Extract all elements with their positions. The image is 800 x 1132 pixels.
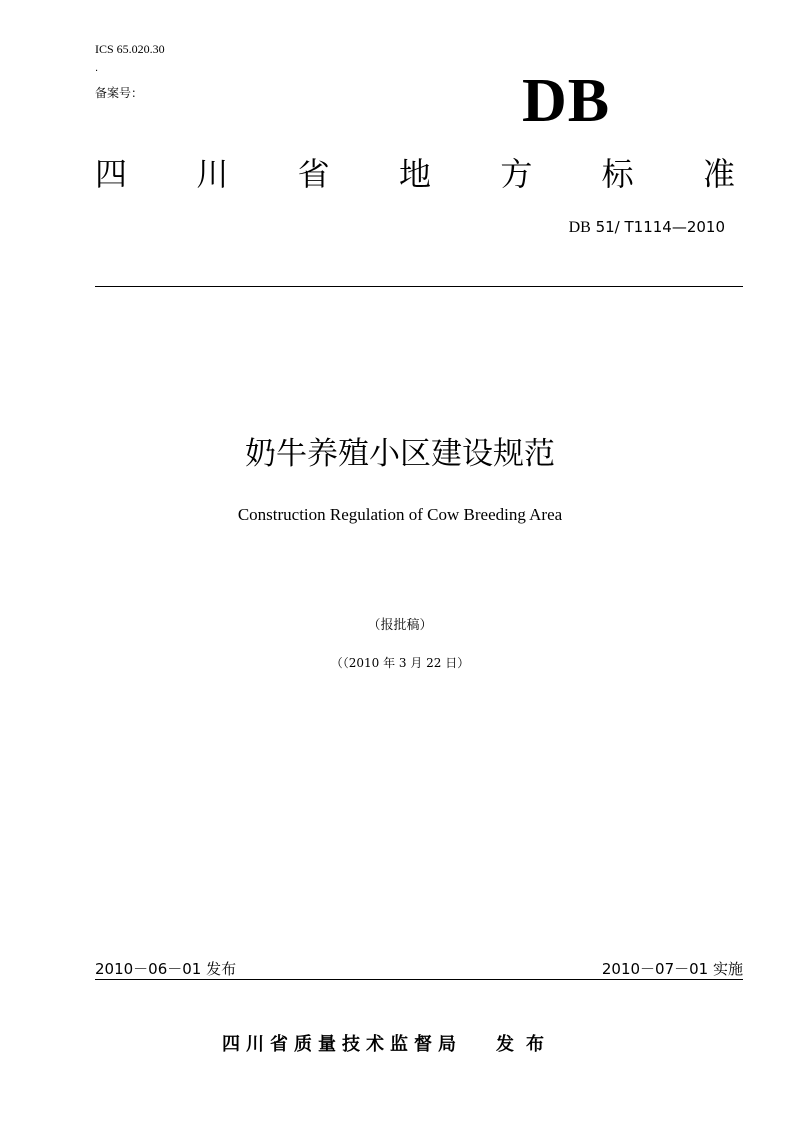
- standard-title-char: 准: [702, 155, 735, 193]
- dot-mark: .: [95, 63, 99, 74]
- standard-title-char: 地: [398, 155, 431, 193]
- implement-date: 2010－07－01 实施: [601, 960, 743, 978]
- issuer-line: [222, 1030, 556, 1056]
- document-title-en: Construction Regulation of Cow Breeding Area: [237, 505, 563, 524]
- header-divider: [95, 286, 743, 287]
- standard-title-char: 省: [297, 155, 330, 193]
- record-number-label: 备案号：: [95, 86, 144, 100]
- standard-number-prefix: DB: [568, 219, 591, 236]
- issuer-name: 四川省质量技术监督局: [222, 1034, 462, 1055]
- standard-title-char: 四: [95, 155, 128, 193]
- standard-title-char: 标: [601, 155, 634, 193]
- db-logo: DB: [522, 67, 611, 135]
- standard-number-code: 51/ T1114—2010: [590, 218, 725, 236]
- standard-category-title: [95, 152, 735, 196]
- draft-date: （（2010 年 3 月 22 日）: [330, 656, 470, 670]
- standard-title-char: 方: [500, 155, 533, 193]
- footer-divider: [95, 979, 743, 980]
- standard-number: [569, 218, 725, 237]
- publish-date: 2010－06－01 发布: [95, 960, 237, 978]
- ics-code: ICS 65.020.30: [95, 42, 165, 56]
- standard-title-char: 川: [196, 155, 229, 193]
- issue-verb: 发布: [496, 1034, 556, 1055]
- document-title-cn: 奶牛养殖小区建设规范: [245, 436, 555, 472]
- draft-status: （报批稿）: [367, 618, 433, 633]
